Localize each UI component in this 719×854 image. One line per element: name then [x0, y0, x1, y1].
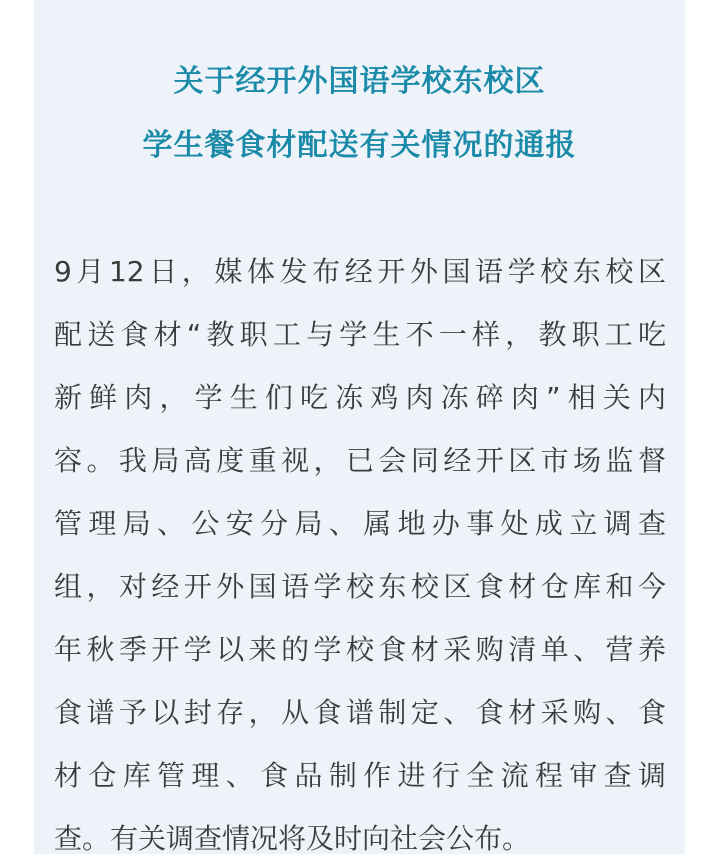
body-line-2: 配送食材“教职工与学生不一样，教职工吃: [54, 318, 666, 351]
body-line-5: 管理局、公安分局、属地办事处成立调查: [54, 507, 666, 540]
article-title-line-1: 关于经开外国语学校东校区: [173, 64, 546, 99]
body-line-1: 9月12日，媒体发布经开外国语学校东校区: [54, 255, 666, 288]
article-title-line-2: 学生餐食材配送有关情况的通报: [142, 128, 577, 163]
body-line-3: 新鲜肉，学生们吃冻鸡肉冻碎肉”相关内: [54, 381, 666, 414]
body-line-6: 组，对经开外国语学校东校区食材仓库和今: [54, 570, 666, 603]
body-line-8: 食谱予以封存，从食谱制定、食材采购、食: [54, 696, 666, 729]
body-line-7: 年秋季开学以来的学校食材采购清单、营养: [54, 633, 666, 666]
body-line-9: 材仓库管理、食品制作进行全流程审查调: [54, 759, 666, 792]
body-line-4: 容。我局高度重视，已会同经开区市场监督: [54, 444, 666, 477]
body-line-10: 查。有关调查情况将及时向社会公布。: [54, 822, 531, 854]
